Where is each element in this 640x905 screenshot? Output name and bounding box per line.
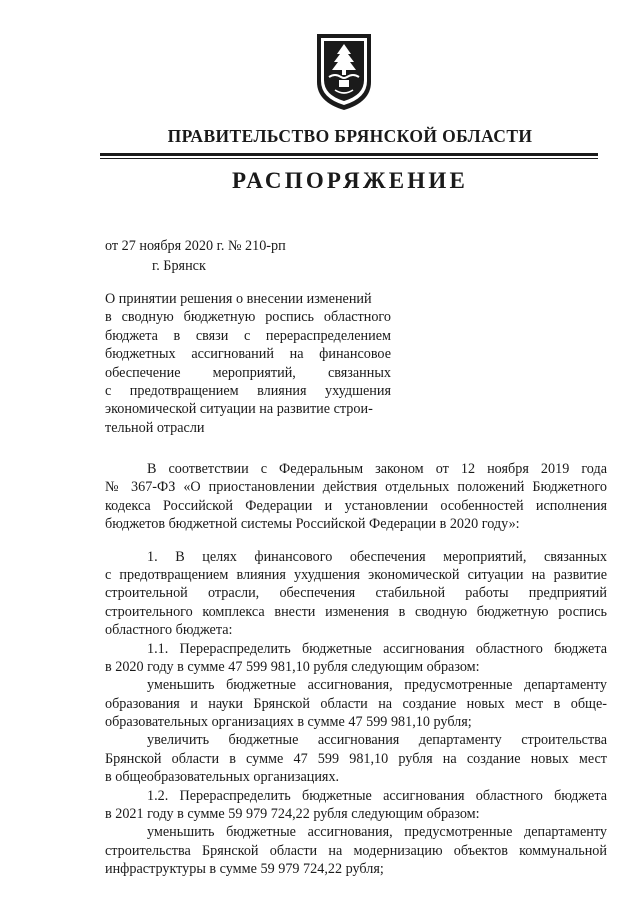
paragraph-line: областного бюджета: <box>105 622 233 639</box>
paragraph-line: уменьшить бюджетные ассигнования, предусмотренные департаменту <box>147 677 607 694</box>
subject-line: бюджета в связи с перераспределением <box>105 327 391 344</box>
document-body <box>105 460 607 879</box>
document-type-title: РАСПОРЯЖЕНИЕ <box>231 168 469 193</box>
paragraph-line: 1. В целях финансового обеспечения мероприятий, связанных <box>147 548 607 565</box>
paragraph-decrease-2020 <box>105 676 607 731</box>
paragraph-line: в общеобразовательных организациях. <box>105 769 340 786</box>
organization-title: ПРАВИТЕЛЬСТВО БРЯНСКОЙ ОБЛАСТИ <box>167 126 533 146</box>
subject-line: тельной отрасли <box>105 419 205 436</box>
paragraph-item-1-1 <box>105 640 607 677</box>
subject-line: бюджетных ассигнований на финансовое <box>105 346 391 363</box>
paragraph-increase-2020 <box>105 731 607 786</box>
header-rule-thin <box>100 158 598 159</box>
paragraph-line: уменьшить бюджетные ассигнования, предусмотренные департаменту <box>147 824 607 841</box>
paragraph-line: увеличить бюджетные ассигнования департаменту строительства <box>147 732 607 749</box>
paragraph-line: строительного комплекса внести изменения в сводную бюджетную роспись <box>105 603 607 620</box>
paragraph-line: № 367-ФЗ «О приостановлении действия отдельных положений Бюджетного <box>105 479 607 496</box>
subject-line: экономической ситуации на развитие строи- <box>105 401 373 418</box>
date-number-line: от 27 ноября 2020 г. № 210-рп <box>105 238 286 254</box>
header-rule-thick <box>100 153 598 156</box>
paragraph-line: инфраструктуры в сумме 59 979 724,22 рубля; <box>105 861 384 878</box>
paragraph-line: строительства Брянской области на модернизацию объектов коммунальной <box>105 842 607 859</box>
paragraph-line: с предотвращением влияния ухудшения экономической ситуации на развитие <box>105 566 607 583</box>
paragraph-preamble <box>105 460 607 534</box>
paragraph-line: 1.1. Перераспределить бюджетные ассигнования областного бюджета <box>147 640 607 657</box>
paragraph-line: Брянской области в сумме 47 599 981,10 рубля на создание новых мест <box>105 750 607 767</box>
coat-of-arms-emblem <box>313 30 375 114</box>
paragraph-line: кодекса Российской Федерации и установлении особенностей исполнения <box>105 497 607 514</box>
subject-line: обеспечение мероприятий, связанных <box>105 364 391 381</box>
paragraph-line: В соответствии с Федеральным законом от 12 ноября 2019 года <box>147 461 607 477</box>
paragraph-line: бюджетов бюджетной системы Российской Федерации в 2020 году»: <box>105 516 520 533</box>
paragraph-line: в 2021 году в сумме 59 979 724,22 рубля следующим образом: <box>105 806 480 823</box>
city-line: г. Брянск <box>152 258 206 274</box>
paragraph-line: строительной отрасли, обеспечения стабильной работы предприятий <box>105 585 607 602</box>
paragraph-item-1-2 <box>105 787 607 824</box>
paragraph-item-1 <box>105 548 607 640</box>
subject-line: О принятии решения о внесении изменений <box>105 291 372 307</box>
subject-line: в сводную бюджетную роспись областного <box>105 309 391 326</box>
paragraph-line: образования и науки Брянской области на создание новых мест в обще- <box>105 695 607 712</box>
subject-block <box>105 290 391 437</box>
paragraph-line: образовательных организациях в сумме 47 599 981,10 рубля; <box>105 714 472 731</box>
paragraph-line: в 2020 году в сумме 47 599 981,10 рубля следующим образом: <box>105 658 480 675</box>
subject-line: с предотвращением влияния ухудшения <box>105 382 391 399</box>
paragraph-decrease-2021 <box>105 823 607 878</box>
paragraph-line: 1.2. Перераспределить бюджетные ассигнования областного бюджета <box>147 787 607 804</box>
